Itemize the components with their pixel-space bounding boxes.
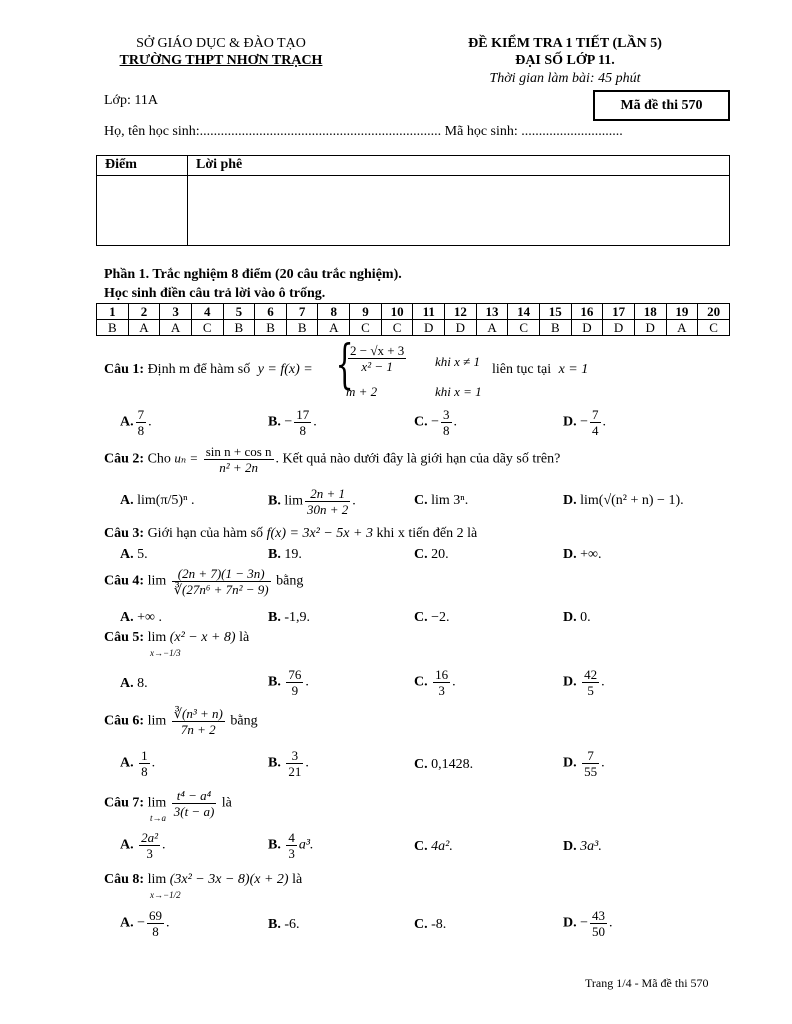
answer-number-cell: 11 xyxy=(413,304,445,320)
answer-number-cell: 16 xyxy=(571,304,603,320)
answer-number-cell: 2 xyxy=(128,304,160,320)
q6-option-b[interactable]: B. $\frac{3}{21}$ . xyxy=(268,748,309,779)
q8-option-c[interactable]: C. -8. xyxy=(414,917,447,932)
q1-tail: liên tục tại x = 1 xyxy=(492,362,589,377)
q1-text: Định m để hàm số xyxy=(147,362,251,377)
answer-number-cell: 14 xyxy=(508,304,540,320)
q6-option-c[interactable]: C. 0,1428. xyxy=(414,757,474,772)
answer-number-cell: 15 xyxy=(539,304,571,320)
q5-option-a[interactable]: A. 8. xyxy=(120,676,148,691)
q8-option-a[interactable]: A. − $\frac{69}{8}$ . xyxy=(120,908,170,939)
q4-option-b[interactable]: B. -1,9. xyxy=(268,610,311,625)
answer-number-cell: 4 xyxy=(191,304,223,320)
q7-limit-sub: t→a xyxy=(150,813,167,823)
answer-number-cell: 13 xyxy=(476,304,508,320)
class-label: Lớp: 11A xyxy=(104,93,158,108)
q7-option-b[interactable]: B. $\frac{4}{3}$ a³. xyxy=(268,830,314,861)
answer-letter-cell[interactable]: C xyxy=(191,320,223,336)
q1-cond2: khi x = 1 xyxy=(435,384,482,399)
answer-letter-cell[interactable]: A xyxy=(476,320,508,336)
answer-letter-cell[interactable]: B xyxy=(223,320,255,336)
exam-time: Thời gian làm bài: 45 phút xyxy=(489,71,641,86)
q8-stem: Câu 8: lim (3x² − 3x − 8)(x + 2) là xyxy=(104,872,303,887)
q4-option-d[interactable]: D. 0. xyxy=(563,610,591,625)
q6-option-a[interactable]: A. $\frac{1}{8}$ . xyxy=(120,748,156,779)
q1-brace: { xyxy=(335,335,354,395)
q1-piece1-den: x² − 1 xyxy=(361,359,393,374)
answer-letter-cell[interactable]: B xyxy=(539,320,571,336)
q6-stem: Câu 6: lim $\frac{\text{∛(n³ + n)}}{7n + 2}$ bằng xyxy=(104,706,258,737)
part1-instruction: Học sinh điền câu trả lời vào ô trống. xyxy=(104,286,326,301)
q7-option-c[interactable]: C. 4a². xyxy=(414,839,453,854)
q1-piece2: m + 2 xyxy=(346,384,378,399)
q6-option-d[interactable]: D. $\frac{7}{55}$ . xyxy=(563,748,605,779)
q4-option-a[interactable]: A. +∞ . xyxy=(120,610,163,625)
answer-letter-cell[interactable]: A xyxy=(160,320,192,336)
score-header: Điểm xyxy=(97,156,188,176)
q3-option-c[interactable]: C. 20. xyxy=(414,547,449,562)
q8-option-b[interactable]: B. -6. xyxy=(268,917,300,932)
exam-title: ĐỀ KIỂM TRA 1 TIẾT (LẦN 5) xyxy=(468,36,662,51)
comment-header: Lời phê xyxy=(188,156,730,176)
grade-table xyxy=(96,155,730,246)
answer-number-cell: 17 xyxy=(603,304,635,320)
q5-option-c[interactable]: C. $\frac{16}{3}$ . xyxy=(414,667,456,698)
answer-table xyxy=(96,303,730,336)
part1-title: Phần 1. Trắc nghiệm 8 điểm (20 câu trắc nghiệm). xyxy=(104,267,402,282)
answer-letter-cell[interactable]: C xyxy=(350,320,382,336)
q8-limit-sub: x→−1/2 xyxy=(150,890,181,900)
answer-letter-cell[interactable]: C xyxy=(381,320,413,336)
answer-letter-cell[interactable]: B xyxy=(286,320,318,336)
answer-letter-cell[interactable]: C xyxy=(508,320,540,336)
q1-cond1: khi x ≠ 1 xyxy=(435,354,481,369)
answer-number-cell: 6 xyxy=(255,304,287,320)
answer-letter-cell[interactable]: D xyxy=(413,320,445,336)
answer-number-cell: 9 xyxy=(350,304,382,320)
q1-stem xyxy=(104,362,313,378)
q1-piece1-num: 2 − √x + 3 xyxy=(350,343,405,358)
answer-number-cell: 5 xyxy=(223,304,255,320)
q1-label: Câu 1: xyxy=(104,362,145,377)
answer-number-cell: 7 xyxy=(286,304,318,320)
q7-stem: Câu 7: lim $\frac{\text{t⁴ − a⁴}}{3(t - a)}$ là xyxy=(104,788,232,819)
answer-letter-cell[interactable]: C xyxy=(698,320,730,336)
q3-stem: Câu 3: Giới hạn của hàm số f(x) = 3x² − 5x + 3 khi x tiến đến 2 là xyxy=(104,526,478,541)
q5-stem: Câu 5: lim (x² − x + 8) là xyxy=(104,630,250,645)
q2-stem: Câu 2: Cho uₙ = $\frac{\text{sin n + cos n}}{\text{n² + 2n}}$ . Kết quả nào dưới đây là giới hạn của dãy số trên? xyxy=(104,444,561,475)
answer-letter-cell[interactable]: D xyxy=(603,320,635,336)
school-name: TRƯỜNG THPT NHƠN TRẠCH xyxy=(119,53,323,68)
q2-option-c[interactable]: C. lim 3ⁿ. xyxy=(414,493,469,508)
score-cell[interactable] xyxy=(97,176,188,246)
q7-option-a[interactable]: A. $\frac{\text{2a²}}{3}$ . xyxy=(120,830,166,861)
department-name: SỞ GIÁO DỤC & ĐÀO TẠO xyxy=(136,36,306,51)
q7-option-d[interactable]: D. 3a³. xyxy=(563,839,602,854)
answer-number-cell: 12 xyxy=(445,304,477,320)
q1-piece1 xyxy=(346,343,408,374)
q1-func: y = f(x) = xyxy=(257,362,313,377)
answer-letter-cell[interactable]: D xyxy=(634,320,666,336)
answer-number-cell: 19 xyxy=(666,304,698,320)
answer-letter-cell[interactable]: A xyxy=(318,320,350,336)
student-info-line: Họ, tên học sinh:..................................................................... Mã học sinh: ............................. xyxy=(104,124,623,139)
q5-limit-sub: x→−1/3 xyxy=(150,648,181,658)
answer-letter-cell[interactable]: B xyxy=(255,320,287,336)
answer-letter-cell[interactable]: D xyxy=(445,320,477,336)
q1-option-d[interactable]: D. − $\frac{7}{4}$ . xyxy=(563,407,607,438)
answer-letter-cell[interactable]: A xyxy=(128,320,160,336)
exam-code-box: Mã đề thi 570 xyxy=(593,90,730,121)
answer-number-cell: 18 xyxy=(634,304,666,320)
answer-number-cell: 10 xyxy=(381,304,413,320)
q4-stem: Câu 4: lim $\frac{(2n + 7)(1 - 3n)}{\text{∛(27n⁶ + 7n² − 9)}}$ bằng xyxy=(104,566,304,597)
q2-option-a[interactable]: A. lim(π/5)ⁿ . xyxy=(120,493,195,508)
answer-number-cell: 8 xyxy=(318,304,350,320)
answer-number-cell: 1 xyxy=(97,304,129,320)
q3-option-d[interactable]: D. +∞. xyxy=(563,547,602,562)
answer-number-cell: 20 xyxy=(698,304,730,320)
q3-option-a[interactable]: A. 5. xyxy=(120,547,148,562)
q3-option-b[interactable]: B. 19. xyxy=(268,547,302,562)
q1-option-b[interactable]: B. − $\frac{17}{8}$ . xyxy=(268,407,317,438)
answer-letter-cell[interactable]: D xyxy=(571,320,603,336)
answer-letter-cell[interactable]: A xyxy=(666,320,698,336)
q1-option-a[interactable]: A. $\frac{7}{8}$ . xyxy=(120,407,152,438)
answer-number-cell: 3 xyxy=(160,304,192,320)
answer-letter-cell[interactable]: B xyxy=(97,320,129,336)
exam-subject: ĐẠI SỐ LỚP 11. xyxy=(515,53,615,68)
q4-option-c[interactable]: C. −2. xyxy=(414,610,450,625)
q5-option-b[interactable]: B. $\frac{76}{9}$ . xyxy=(268,667,309,698)
q1-option-c[interactable]: C. − $\frac{3}{8}$ . xyxy=(414,407,458,438)
page-footer: Trang 1/4 - Mã đề thi 570 xyxy=(585,976,709,990)
q2-option-b[interactable]: B. lim $\frac{2n + 1}{30n + 2}$ . xyxy=(268,486,356,517)
q5-option-d[interactable]: D. $\frac{42}{5}$ . xyxy=(563,667,605,698)
comment-cell[interactable] xyxy=(188,176,730,246)
q2-option-d[interactable]: D. lim(√(n² + n) − 1). xyxy=(563,493,684,508)
q8-option-d[interactable]: D. − $\frac{43}{50}$ . xyxy=(563,908,613,939)
